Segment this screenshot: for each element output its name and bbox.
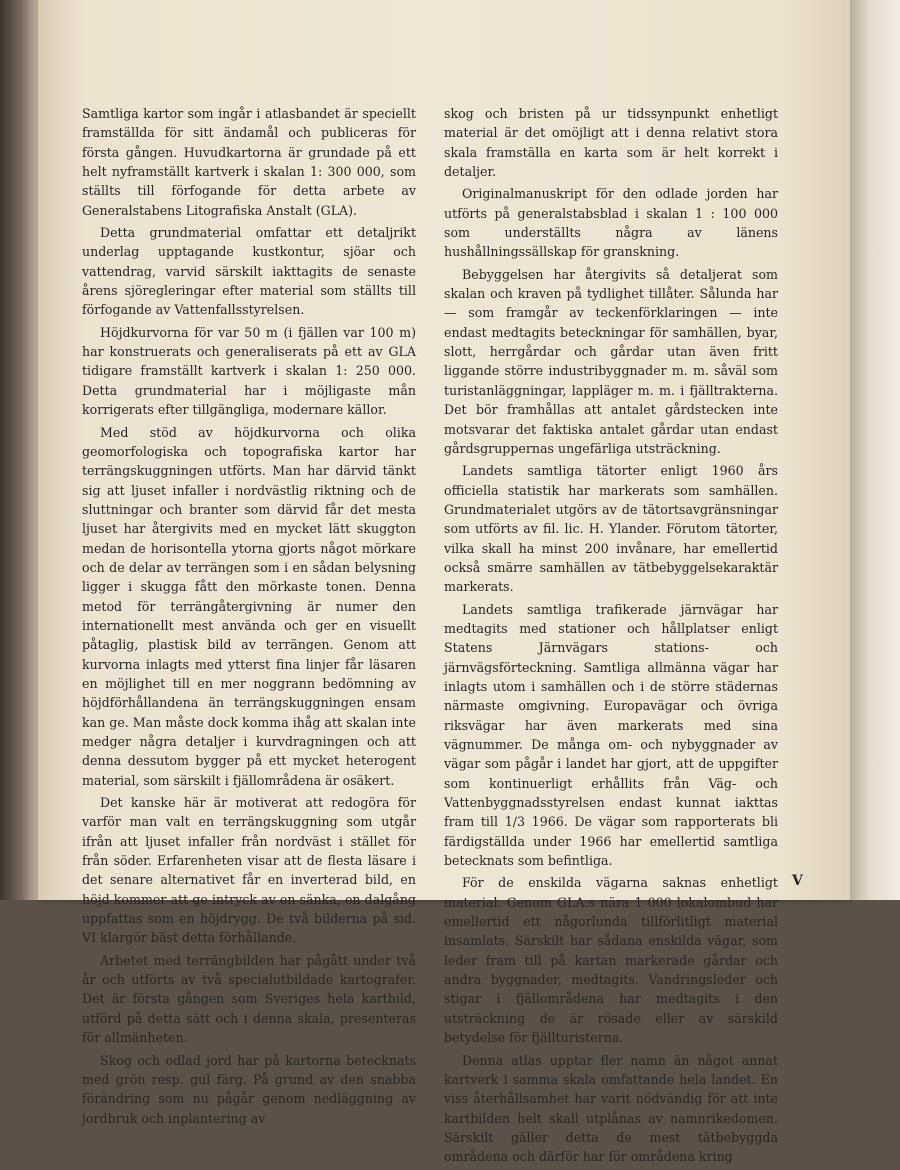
right-text-column [444,104,778,1170]
paragraph: Arbetet med terrängbilden har pågått under två år och utförts av två specialutbildade kartografer. Det är första gången som Sveriges hela kartbild, utförd på detta sätt och i denna skala, presenteras för allmänheten. [82,952,416,1046]
page-number: V [792,873,803,889]
book-gutter-shadow [0,0,40,900]
left-text-column [82,104,416,1131]
paragraph: skog och bristen på ur tidssynpunkt enhetligt material är det omöjligt att i denna relativt stora skala framställa en karta som är helt korrekt i detaljer. [444,106,778,180]
paragraph: Landets samtliga tätorter enligt 1960 års officiella statistik har markerats som samhällen. Grundmaterialet utgörs av de tätortsavgränsningar som utförts av fil. lic. H. Ylander. Förutom tätorter, vilka skall ha minst 200 invånare, har emellertid också smärre samhällen av tätbebyggelsekaraktär markerats. [444,463,778,595]
paragraph: Originalmanuskript för den odlade jorden har utförts på generalstabsblad i skalan 1 : 100 000 som underställts några av länens hushållningssällskap för granskning. [444,186,778,260]
paragraph: För de enskilda vägarna saknas enhetligt material. Genom GLA:s nära 1 000 lokalombud har emellertid ett någorlunda tillförlitligt material insamlats. Särskilt har sådana enskilda vägar, som leder fram till på kartan markerade gårdar och andra byggnader, medtagits. Vandringsleder och stigar i fjällområdena har medtagits i den utsträckning de är rösade eller av särskild betydelse för fjällturisterna. [444,875,778,1046]
paragraph: Bebyggelsen har återgivits så detaljerat som skalan och kraven på tydlighet tillåter. Sålunda har — som framgår av teckenförklaringen — inte endast medtagits beteckningar för samhällen, byar, slott, herrgårdar och gårdar utan även fritt liggande större industribyggnader m. m. såväl som turistanläggningar, lappläger m. m. i fjälltrakterna. Det bör framhållas att antalet gårdstecken inte motsvarar det faktiska antalet gårdar utan endast gårdsgruppernas ungefärliga utsträckning. [444,266,778,456]
paragraph: Landets samtliga trafikerade järnvägar har medtagits med stationer och hållplatser enligt Statens Järnvägars stations- och järnvägsförteckning. Samtliga allmänna vägar har inlagts utom i samhällen och i de större städernas närmaste omgivning. Europavägar och övriga riksvägar har även markerats med sina vägnummer. De många om- och nybyggnader av vägar som pågår i landet har gjort, att de uppgifter som kontinuerligt erhållits från Väg- och Vattenbyggnadsstyrelsen endast kunnat iakttas fram till 1/3 1966. De vägar som rapporterats bli färdigställda under 1966 har emellertid samtliga betecknats som befintliga. [444,601,778,869]
background-edge [850,0,900,900]
paragraph: Skog och odlad jord har på kartorna betecknats med grön resp. gul färg. På grund av den snabba förändring som nu pågår genom nedläggning av jordbruk och inplantering av [82,1052,416,1126]
paragraph: Detta grundmaterial omfattar ett detaljrikt underlag upptagande kustkontur, sjöar och vattendrag, varvid särskilt iakttagits de senaste årens sjöregleringar efter material som ställts till förfogande av Vattenfallsstyrelsen. [82,225,416,318]
paragraph: Denna atlas upptar fler namn än något annat kartverk i samma skala omfattande hela landet. En viss återhållsamhet har varit nödvändig för att inte kartbilden helt skall utplånas av namnrikedomen. Särskilt gäller detta de mest tätbebyggda områdena och därför har för områdena kring [444,1052,778,1165]
paragraph: Det kanske här är motiverat att redogöra för varför man valt en terrängskuggning som utgår ifrån att ljuset infaller från nordväst i stället för från söder. Erfarenheten visar att de flesta läsare i det senare alternativet får en inverterad bild, en höjd kommer att ge intryck av en sänka, en dalgång uppfattas som en höjdrygg. De två bilderna på sid. VI klargör bäst detta förhållande. [82,795,416,946]
paragraph: Med stöd av höjdkurvorna och olika geomorfologiska och topografiska kartor har terrängskuggningen utförts. Man har därvid tänkt sig att ljuset infaller i nordvästlig riktning och de sluttningar och branter som därvid får det mesta ljuset har återgivits med en mycket lätt skuggton medan de horisontella ytorna gjorts något mörkare och de delar av terrängen som i en sådan belysning ligger i skugga fått den mörkaste tonen. Denna metod för terrängåtergivning är numer den internationellt mest använda och ger en visuellt påtaglig, plastisk bild av terrängen. Genom att kurvorna inlagts med ytterst fina linjer får läsaren en möjlighet till en mer noggrann bedömning av höjdförhållandena än terrängskuggningen ensam kan ge. Man måste dock komma ihåg att skalan inte medger några detaljer i kurvdragningen och att denna dessutom bygger på ett mycket heterogent material, som särskilt i fjällområdena är osäkert. [82,424,416,788]
paragraph: Samtliga kartor som ingår i atlasbandet är speciellt framställda för sitt ändamål och publiceras för första gången. Huvudkartorna är grundade på ett helt nyframställt kartverk i skalan 1: 300 000, som ställts till förfogande för detta arbete av Generalstabens Litografiska Anstalt (GLA). [82,106,416,218]
paragraph: Höjdkurvorna för var 50 m (i fjällen var 100 m) har konstruerats och generaliserats på ett av GLA tidigare framställt kartverk i skalan 1: 250 000. Detta grundmaterial har i möjligaste mån korrigerats efter tillgängliga, modernare källor. [82,324,416,418]
